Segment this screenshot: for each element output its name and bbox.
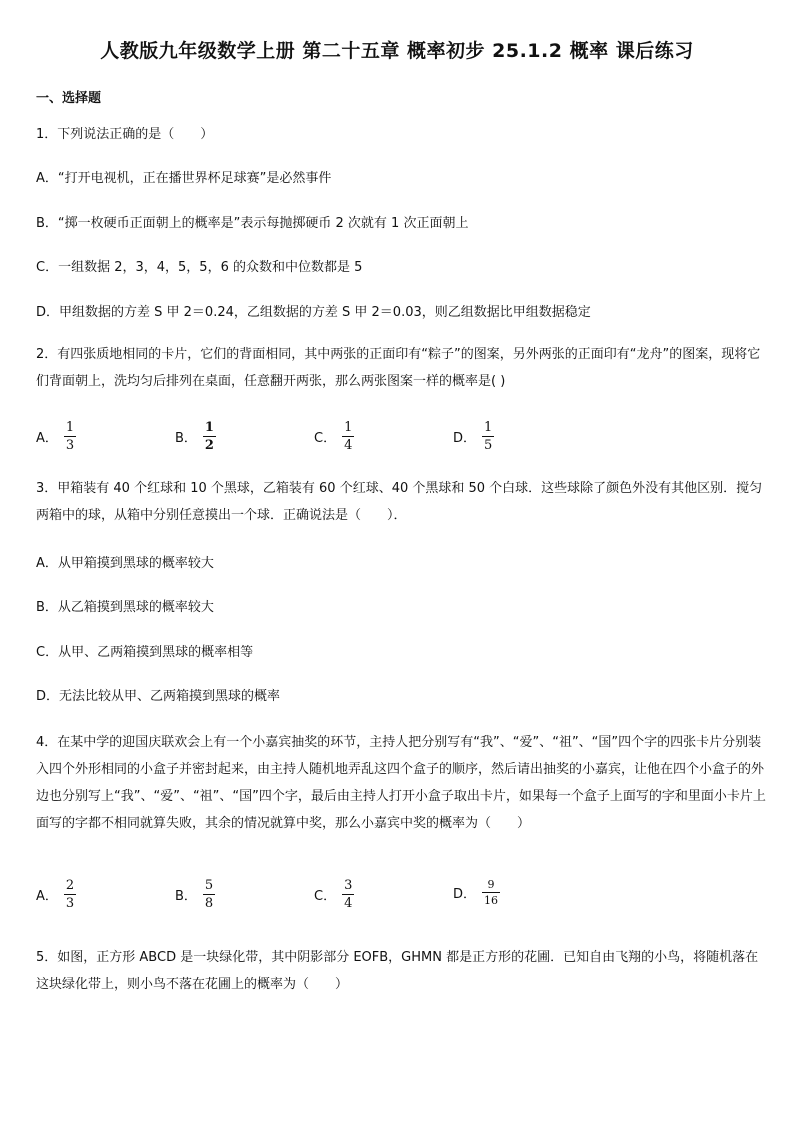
option-label: A． <box>36 889 58 904</box>
option-label: D． <box>453 431 477 446</box>
fraction <box>342 420 354 453</box>
option-label: D． <box>453 887 477 902</box>
option-label: B． <box>175 889 197 904</box>
fraction <box>482 420 494 453</box>
denominator: 3 <box>65 438 75 453</box>
fraction <box>203 878 215 911</box>
question-4-option-b <box>175 878 215 911</box>
denominator: 5 <box>484 438 493 453</box>
question-4-option-d <box>453 878 500 907</box>
question-1-option-d: D．甲组数据的方差 S 甲 2＝0.24，乙组数据的方差 S 甲 2＝0.03，则乙组数据比甲组数据稳定 <box>36 305 591 320</box>
question-1-option-b: B．“掷一枚硬币正面朝上的概率是”表示每抛掷硬币 2 次就有 1 次正面朝上 <box>36 216 469 231</box>
numerator: 2 <box>65 878 75 893</box>
option-label: B． <box>175 431 197 446</box>
numerator: 1 <box>484 420 493 435</box>
option-label: C． <box>314 431 337 446</box>
question-2-option-b <box>175 420 216 453</box>
numerator: 1 <box>344 420 353 435</box>
numerator: 3 <box>344 878 353 893</box>
question-3-option-a: A．从甲箱摸到黑球的概率较大 <box>36 556 214 571</box>
question-2-option-a <box>36 420 76 453</box>
denominator: 8 <box>204 896 214 911</box>
denominator: 2 <box>204 438 214 453</box>
question-3-stem: 3．甲箱装有 40 个红球和 10 个黑球，乙箱装有 60 个红球、40 个黑球和 50 个白球．这些球除了颜色外没有其他区别．搅匀两箱中的球，从箱中分别任意摸出一个球．正确说法是（ ）． <box>36 481 763 523</box>
fraction <box>482 878 500 907</box>
denominator: 4 <box>344 896 353 911</box>
question-4-stem: 4．在某中学的迎国庆联欢会上有一个小嘉宾抽奖的环节，主持人把分别写有“我”、“爱”、“祖”、“国”四个字的四张卡片分别装入四个外形相同的小盒子并密封起来，由主持人随机地弄乱这四个盒子的顺序，然后请出抽奖的小嘉宾，让他在四个小盒子的外边也分别写上“我”、“爱”、“祖”、“国”四个字，最后由主持人打开小盒子取出卡片，如果每一个盒子上面写的字和里面小卡片上面写的字都不相同就算失败，其余的情况就算中奖，那么小嘉宾中奖的概率为（ ） <box>36 735 766 831</box>
fraction <box>203 420 216 453</box>
fraction <box>64 420 76 453</box>
question-5-stem: 5．如图，正方形 ABCD 是一块绿化带，其中阴影部分 EOFB，GHMN 都是正方形的花圃．已知自由飞翔的小鸟，将随机落在这块绿化带上，则小鸟不落在花圃上的概率为（ ） <box>36 950 759 992</box>
section-heading: 一、选择题 <box>36 91 102 106</box>
question-1-option-c: C．一组数据 2，3，4，5，5，6 的众数和中位数都是 5 <box>36 260 363 275</box>
numerator: 5 <box>204 878 214 893</box>
denominator: 3 <box>65 896 75 911</box>
question-1-option-a: A．“打开电视机，正在播世界杯足球赛”是必然事件 <box>36 171 332 186</box>
question-1-stem: 1．下列说法正确的是（ ） <box>36 127 214 142</box>
numerator: 1 <box>65 420 75 435</box>
question-3-option-d: D．无法比较从甲、乙两箱摸到黑球的概率 <box>36 689 281 704</box>
numerator: 1 <box>204 420 214 435</box>
question-4-option-a <box>36 878 76 911</box>
fraction <box>342 878 354 911</box>
denominator: 4 <box>344 438 353 453</box>
question-4-option-c <box>314 878 354 911</box>
fraction <box>64 878 76 911</box>
question-2-stem: 2．有四张质地相同的卡片，它们的背面相同，其中两张的正面印有“粽子”的图案，另外两张的正面印有“龙舟”的图案，现将它们背面朝上，洗均匀后排列在桌面，任意翻开两张，那么两张图案一样的概率是( ) <box>36 347 761 389</box>
page-title: 人教版九年级数学上册 第二十五章 概率初步 25.1.2 概率 课后练习 <box>100 40 694 62</box>
question-3-option-c: C．从甲、乙两箱摸到黑球的概率相等 <box>36 645 254 660</box>
question-2-option-d <box>453 420 494 453</box>
option-label: C． <box>314 889 337 904</box>
option-label: A． <box>36 431 58 446</box>
question-3-option-b: B．从乙箱摸到黑球的概率较大 <box>36 600 214 615</box>
numerator: 9 <box>487 878 495 891</box>
denominator: 16 <box>484 894 499 907</box>
question-2-option-c <box>314 420 354 453</box>
